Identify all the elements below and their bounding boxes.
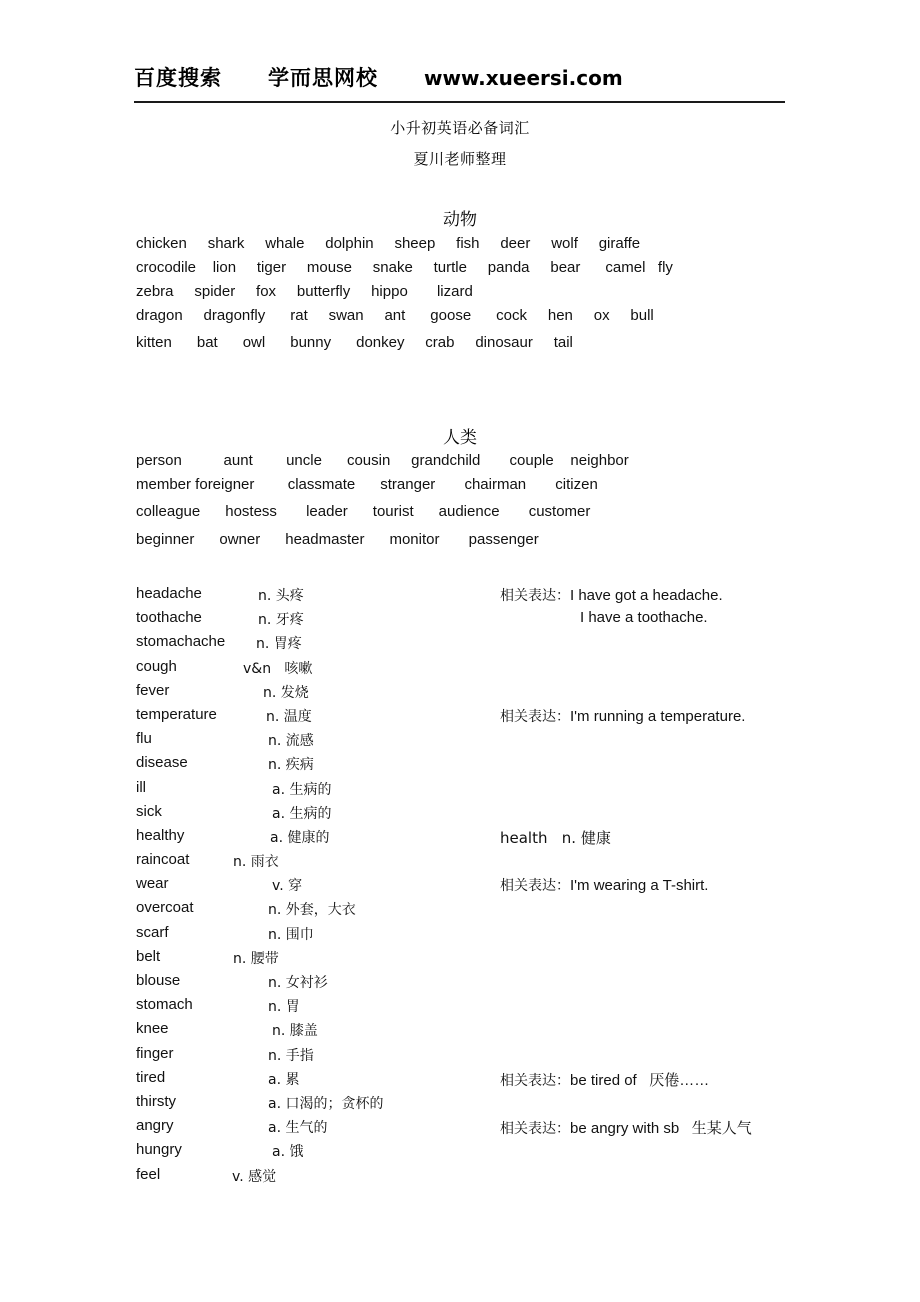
vocabulary-note [500, 585, 723, 605]
vocabulary-note [500, 706, 745, 726]
vocabulary-term: headache [136, 585, 202, 602]
vocabulary-row [0, 585, 920, 609]
section-heading-humans: 人类 [443, 428, 477, 448]
vocabulary-note [500, 827, 611, 848]
vocabulary-term: knee [136, 1020, 169, 1038]
vocabulary-term: fever [136, 681, 170, 699]
vocabulary-term: toothache [136, 609, 202, 627]
vocabulary-row [0, 633, 920, 657]
section-heading-animals: 动物 [443, 210, 477, 230]
vocabulary-row [0, 1093, 920, 1117]
vocabulary-term: feel [136, 1165, 161, 1183]
vocabulary-definition: n. 手指 [268, 1047, 314, 1064]
vocabulary-note [580, 609, 708, 626]
vocabulary-definition: n. 流感 [268, 733, 314, 750]
vocabulary-definition: a. 生气的 [268, 1120, 328, 1137]
vocabulary-definition: n. 胃疼 [256, 636, 302, 653]
vocabulary-term: raincoat [136, 851, 190, 869]
word-row: dragon dragonfly rat swan ant goose cock hen ox bull [136, 307, 654, 324]
vocabulary-row [0, 658, 920, 682]
vocabulary-row [0, 1141, 920, 1165]
vocabulary-term: scarf [136, 923, 169, 941]
note-label: 相关表达： [500, 1121, 570, 1138]
vocabulary-row [0, 1166, 920, 1190]
vocabulary-row [0, 1020, 920, 1044]
vocabulary-term: wear [136, 875, 169, 893]
vocabulary-row [0, 899, 920, 923]
vocabulary-term: angry [136, 1117, 174, 1135]
vocabulary-note [500, 1069, 709, 1090]
vocabulary-definition: v. 感觉 [232, 1168, 277, 1185]
vocabulary-definition: a. 饿 [272, 1144, 304, 1161]
vocabulary-term: belt [136, 947, 161, 965]
vocabulary-term: disease [136, 754, 188, 772]
word-row: beginner owner headmaster monitor passenger [136, 531, 539, 548]
word-row: colleague hostess leader tourist audience customer [136, 503, 591, 520]
vocabulary-definition: n. 女衬衫 [268, 975, 328, 991]
vocabulary-term: ill [136, 778, 146, 796]
vocabulary-definition: n. 牙疼 [258, 612, 304, 629]
vocabulary-term: tired [136, 1068, 166, 1086]
vocabulary-term: healthy [136, 826, 185, 844]
word-row: person aunt uncle cousin grandchild couple neighbor [136, 452, 629, 469]
vocabulary-row [0, 682, 920, 706]
brand-label: 学而思网校 [268, 66, 378, 90]
note-label: 相关表达： [500, 878, 570, 895]
vocabulary-definition: n. 胃 [268, 999, 300, 1016]
vocabulary-row [0, 730, 920, 754]
vocabulary-row [0, 779, 920, 803]
vocabulary-row [0, 803, 920, 827]
word-row: kitten bat owl bunny donkey crab dinosaur tail [136, 334, 573, 351]
vocabulary-definition: a. 健康的 [270, 829, 330, 846]
vocabulary-note [500, 1117, 752, 1138]
note-expression: I have got a headache. [570, 587, 723, 604]
vocabulary-term: cough [136, 657, 177, 675]
note-expression: be angry with sb 生某人气 [570, 1120, 752, 1138]
word-row: member foreigner classmate stranger chairman citizen [136, 476, 598, 493]
note-label: 相关表达： [500, 588, 570, 604]
vocabulary-definition: n. 温度 [266, 708, 312, 725]
vocabulary-definition: n. 腰带 [233, 950, 279, 967]
vocabulary-note [500, 875, 708, 895]
baidu-search-label: 百度搜索 [134, 66, 222, 90]
note-expression: I'm running a temperature. [570, 707, 746, 725]
vocabulary-definition: n. 疾病 [268, 757, 314, 774]
vocabulary-definition: n. 头疼 [258, 588, 304, 604]
vocabulary-list [0, 585, 920, 1190]
header-divider [134, 101, 785, 103]
vocabulary-row [0, 972, 920, 996]
vocabulary-definition: n. 雨衣 [233, 854, 279, 871]
vocabulary-row [0, 706, 920, 730]
vocabulary-definition: a. 口渴的；贪杯的 [268, 1095, 384, 1112]
vocabulary-term: flu [136, 730, 152, 748]
vocabulary-term: thirsty [136, 1092, 177, 1110]
vocabulary-term: sick [136, 802, 162, 820]
note-expression: I'm wearing a T-shirt. [570, 877, 709, 895]
vocabulary-term: blouse [136, 972, 181, 989]
word-row: crocodile lion tiger mouse snake turtle panda bear camel fly [136, 259, 673, 276]
vocabulary-row [0, 851, 920, 875]
vocabulary-term: stomachache [136, 633, 226, 651]
note-label: 相关表达： [500, 708, 570, 725]
word-row: zebra spider fox butterfly hippo lizard [136, 283, 473, 300]
note-expression: health n. 健康 [500, 828, 611, 847]
vocabulary-definition: n. 发烧 [263, 684, 309, 701]
vocabulary-definition: n. 膝盖 [272, 1023, 318, 1040]
site-header [134, 62, 786, 100]
vocabulary-term: temperature [136, 705, 217, 723]
page-subtitle: 夏川老师整理 [413, 150, 507, 168]
vocabulary-definition: n. 外套，大衣 [268, 902, 356, 919]
vocabulary-definition: a. 累 [268, 1071, 300, 1088]
note-expression: I have a toothache. [580, 609, 708, 627]
vocabulary-term: stomach [136, 996, 193, 1014]
word-row: chicken shark whale dolphin sheep fish deer wolf giraffe [136, 235, 641, 252]
vocabulary-row [0, 948, 920, 972]
vocabulary-definition: v. 穿 [272, 878, 303, 895]
website-url: www.xueersi.com [424, 66, 623, 90]
vocabulary-row [0, 1069, 920, 1093]
vocabulary-row [0, 996, 920, 1020]
vocabulary-row [0, 827, 920, 851]
page-title: 小升初英语必备词汇 [390, 119, 530, 137]
vocabulary-definition: a. 生病的 [272, 781, 332, 798]
vocabulary-term: hungry [136, 1141, 182, 1159]
vocabulary-row [0, 924, 920, 948]
note-label: 相关表达： [500, 1072, 570, 1089]
vocabulary-definition: a. 生病的 [272, 805, 332, 822]
vocabulary-definition: n. 围巾 [268, 926, 314, 943]
vocabulary-row [0, 609, 920, 633]
vocabulary-row [0, 875, 920, 899]
vocabulary-term: overcoat [136, 899, 194, 917]
note-expression: be tired of 厌倦…… [570, 1071, 710, 1089]
vocabulary-term: finger [136, 1044, 174, 1062]
vocabulary-row [0, 1117, 920, 1141]
vocabulary-definition: v&n 咳嗽 [243, 660, 313, 677]
vocabulary-row [0, 754, 920, 778]
vocabulary-row [0, 1045, 920, 1069]
